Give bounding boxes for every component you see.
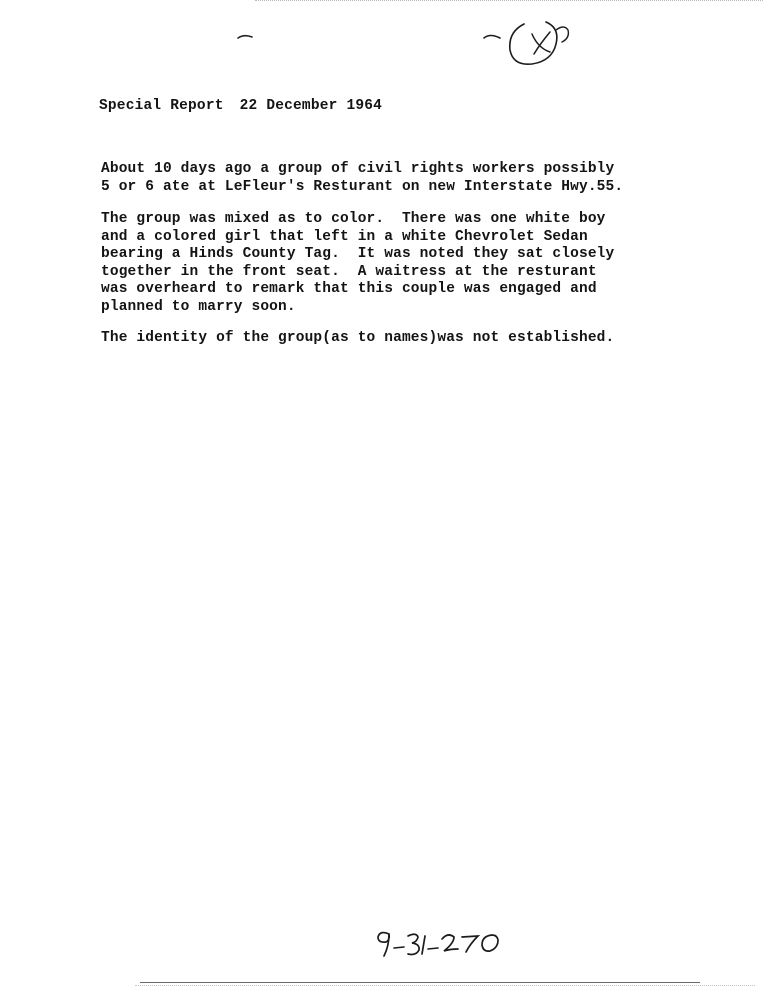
paragraph-identity	[101, 330, 661, 348]
text-line: The group was mixed as to color. There was one white boy	[101, 211, 606, 227]
circled-handwritten-mark	[480, 14, 590, 74]
text-line: and a colored girl that left in a white Chevrolet Sedan	[101, 228, 588, 245]
pen-dash-mark	[236, 30, 256, 42]
report-header	[99, 98, 382, 114]
text-line: bearing a Hinds County Tag. It was noted they sat closely	[101, 246, 615, 262]
report-date: 22 December 1964	[239, 98, 383, 114]
scan-edge-dots	[255, 0, 763, 1]
text-line: The identity of the group(as to names)was not established.	[101, 330, 615, 346]
text-line: was overheard to remark that this couple was engaged and	[101, 281, 597, 297]
text-line: together in the front seat. A waitress at the resturant	[101, 263, 597, 280]
text-line: 5 or 6 ate at LeFleur's Resturant on new Interstate Hwy.55.	[101, 178, 624, 195]
paragraph-sighting	[101, 161, 661, 196]
handwritten-file-number	[372, 924, 522, 964]
text-line: About 10 days ago a group of civil rights workers possibly	[101, 161, 615, 177]
report-title: Special Report	[99, 98, 224, 114]
paragraph-group-description	[101, 211, 661, 316]
scan-bottom-edge	[140, 982, 700, 983]
text-line: planned to marry soon.	[101, 298, 296, 315]
scan-edge-dots	[135, 985, 755, 986]
